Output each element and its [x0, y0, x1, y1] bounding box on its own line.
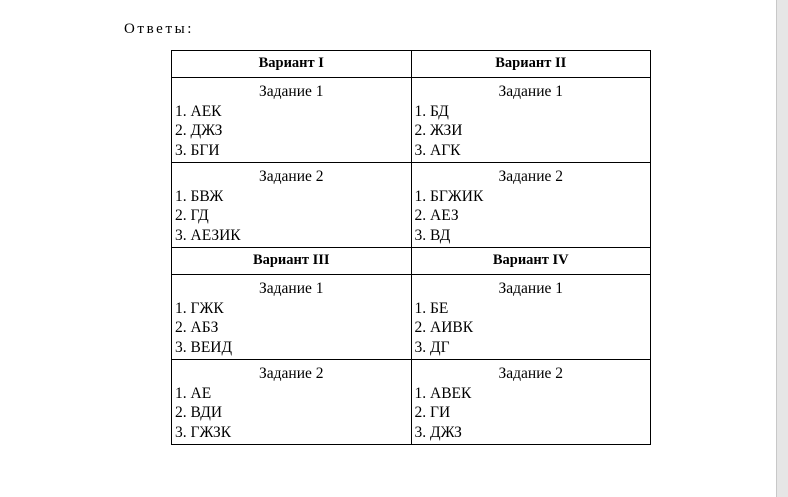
- variant-title: Вариант I: [172, 51, 412, 78]
- answer-line: 1. АЕК: [175, 102, 222, 120]
- table-row: [172, 360, 651, 445]
- answer-line: 2. ГИ: [414, 404, 451, 421]
- page-edge: [776, 0, 788, 497]
- task-title: Задание 2: [258, 168, 324, 185]
- task-title: Задание 2: [498, 365, 563, 382]
- variant-title: Вариант III: [172, 248, 412, 275]
- answer-line: 2. ГД: [175, 207, 209, 224]
- answer-line: 2. ВДИ: [175, 404, 223, 421]
- task-title: Задание 1: [498, 83, 563, 100]
- task-cell: [411, 78, 651, 163]
- answer-line: 2. АБЗ: [175, 319, 219, 336]
- answer-line: 2. АЕЗ: [414, 207, 459, 224]
- answer-line: 2. ДЖЗ: [175, 122, 223, 139]
- task-cell: [172, 163, 412, 248]
- answer-line: 1. АЕ: [175, 384, 212, 402]
- task-title: Задание 1: [498, 280, 563, 297]
- answer-line: 3. ВД: [414, 226, 451, 244]
- answer-line: 2. АИВК: [414, 319, 474, 336]
- answer-line: 3. ГЖЗК: [175, 423, 232, 441]
- answer-line: 1. БЕ: [414, 299, 449, 317]
- task-title: Задание 2: [258, 365, 324, 382]
- answer-line: 3. АГК: [414, 141, 461, 159]
- answer-line: 1. ГЖК: [175, 299, 224, 317]
- table-row: [172, 275, 651, 360]
- table-header-row: [172, 51, 651, 78]
- variant-title: Вариант IV: [411, 248, 651, 275]
- task-cell: [172, 78, 412, 163]
- task-cell: [172, 360, 412, 445]
- variant-title: Вариант II: [411, 51, 651, 78]
- answer-line: 1. БГЖИК: [414, 187, 484, 205]
- task-title: Задание 1: [258, 280, 324, 297]
- answer-line: 2. ЖЗИ: [414, 122, 463, 139]
- answer-line: 3. ВЕИД: [175, 338, 233, 356]
- task-title: Задание 2: [498, 168, 563, 185]
- answer-line: 1. БД: [414, 102, 449, 120]
- answers-table: [171, 50, 651, 445]
- table-row: [172, 78, 651, 163]
- answer-line: 3. АЕЗИК: [175, 226, 241, 244]
- task-cell: [411, 275, 651, 360]
- task-cell: [411, 163, 651, 248]
- table-header-row: [172, 248, 651, 275]
- answer-line: 3. ДГ: [414, 338, 450, 356]
- task-title: Задание 1: [258, 83, 324, 100]
- answer-line: 1. АВЕК: [414, 384, 472, 402]
- answers-heading: Ответы:: [124, 21, 195, 37]
- task-cell: [411, 360, 651, 445]
- table-row: [172, 163, 651, 248]
- task-cell: [172, 275, 412, 360]
- answer-line: 3. БГИ: [175, 141, 220, 159]
- answer-line: 1. БВЖ: [175, 187, 224, 205]
- answer-line: 3. ДЖЗ: [414, 423, 462, 441]
